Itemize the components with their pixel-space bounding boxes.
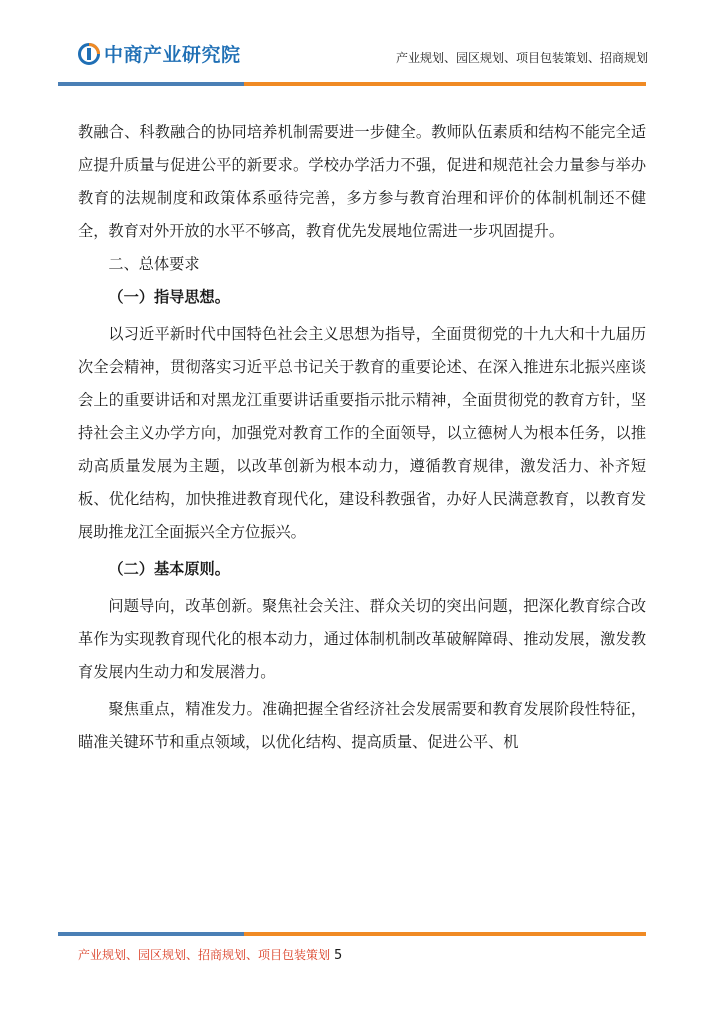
footer-rule-orange	[244, 932, 646, 936]
page-number: 5	[334, 948, 343, 963]
page-header	[0, 0, 724, 90]
logo-text: 中商产业研究院	[104, 44, 241, 66]
header-rule-blue	[58, 82, 244, 86]
subheading-basic-principles: （二）基本原则。	[108, 560, 230, 578]
document-body	[78, 116, 646, 759]
header-rule-orange	[244, 82, 646, 86]
page-footer	[78, 946, 342, 963]
footer-rule-blue	[58, 932, 244, 936]
paragraph-continued: 教融合、科教融合的协同培养机制需要进一步健全。教师队伍素质和结构不能完全适应提升质量与促进公平的新要求。学校办学活力不强，促进和规范社会力量参与举办教育的法规制度和政策体系亟待完善，多方参与教育治理和评价的体制机制还不健全，教育对外开放的水平不够高，教育优先发展地位需进一步巩固提升。	[78, 123, 646, 240]
zhongshang-logo-icon	[78, 43, 100, 65]
paragraph-problem-oriented: 问题导向，改革创新。聚焦社会关注、群众关切的突出问题，把深化教育综合改革作为实现教育现代化的根本动力，通过体制机制改革破解障碍、推动发展，激发教育发展内生动力和发展潜力。	[78, 597, 646, 681]
footer-text: 产业规划、园区规划、招商规划、项目包装策划	[78, 948, 331, 962]
paragraph-focus-key-points: 聚焦重点，精准发力。准确把握全省经济社会发展需要和教育发展阶段性特征，瞄准关键环节和重点领域，以优化结构、提高质量、促进公平、机	[78, 700, 646, 751]
header-tagline: 产业规划、园区规划、项目包装策划、招商规划	[395, 51, 648, 65]
section-title: 二、总体要求	[108, 255, 200, 273]
logo	[78, 40, 241, 67]
paragraph-guiding-ideology: 以习近平新时代中国特色社会主义思想为指导，全面贯彻党的十九大和十九届历次全会精神，贯彻落实习近平总书记关于教育的重要论述、在深入推进东北振兴座谈会上的重要讲话和对黑龙江重要讲话重要指示批示精神，全面贯彻党的教育方针，坚持社会主义办学方向，加强党对教育工作的全面领导，以立德树人为根本任务，以推动高质量发展为主题，以改革创新为根本动力，遵循教育规律，激发活力、补齐短板、优化结构，加快推进教育现代化，建设科教强省，办好人民满意教育，以教育发展助推龙江全面振兴全方位振兴。	[78, 325, 646, 541]
subheading-guiding-ideology: （一）指导思想。	[108, 288, 230, 306]
